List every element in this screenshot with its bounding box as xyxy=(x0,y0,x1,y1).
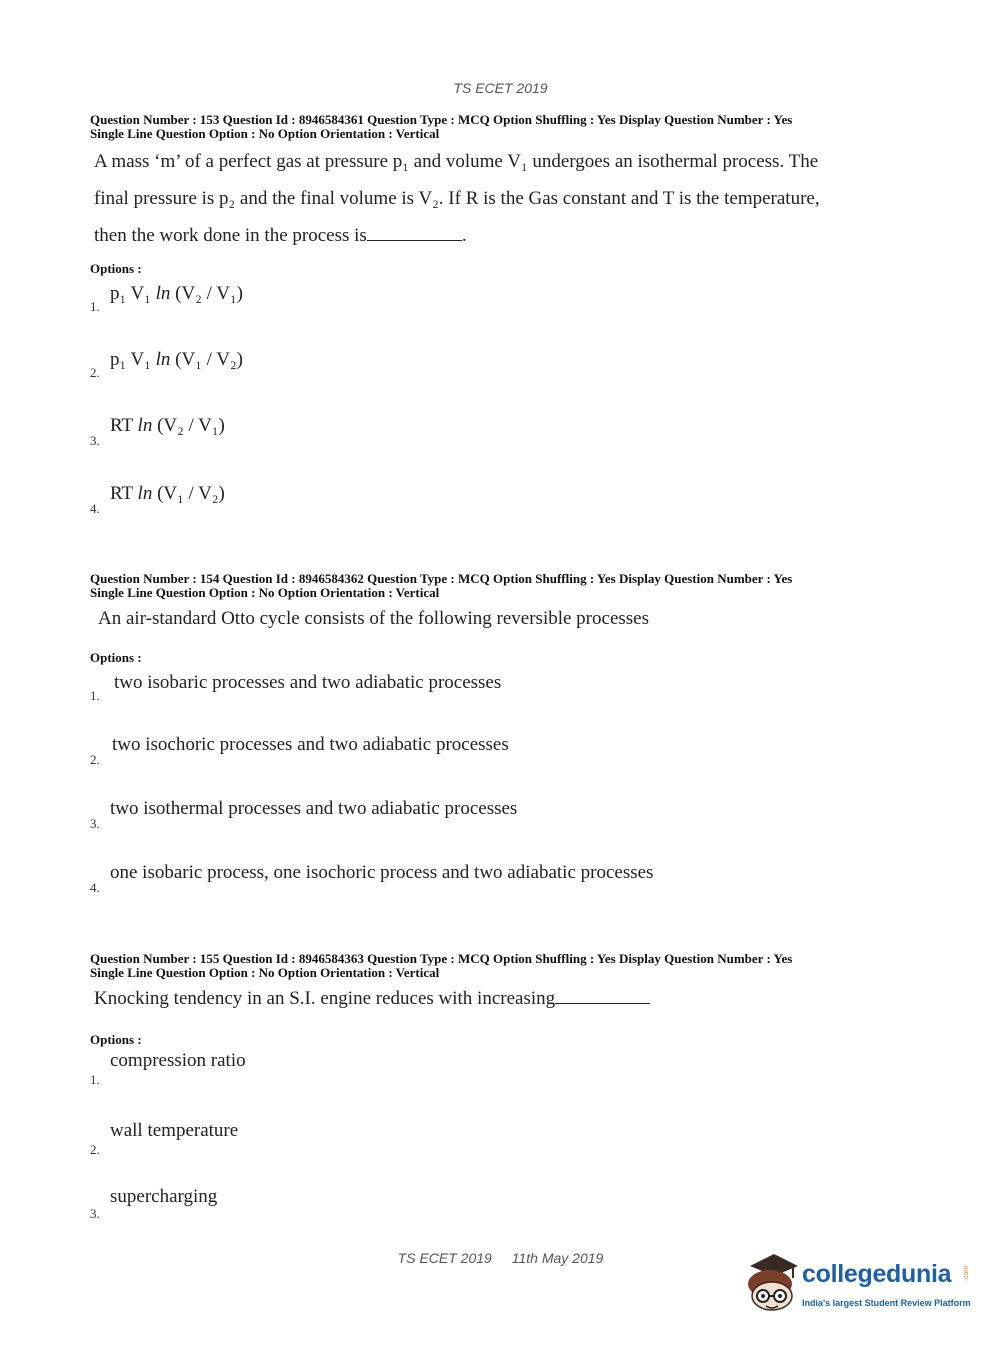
option-text: compression ratio xyxy=(110,1050,246,1071)
mascot-icon xyxy=(742,1252,802,1316)
question-text xyxy=(94,980,920,1017)
collegedunia-logo[interactable] xyxy=(742,1252,972,1316)
footer-exam: TS ECET 2019 xyxy=(397,1250,492,1266)
option-number: 1. xyxy=(90,299,100,314)
question-text xyxy=(98,600,920,637)
footer-date: 11th May 2019 xyxy=(511,1250,604,1266)
question-meta-line1: Question Number : 155 Question Id : 8946584363 Question Type : MCQ Option Shuffling : Yes Display Question Number : Yes xyxy=(90,951,793,966)
option-text: p₁ V₁ ln (V₁ / V₂) xyxy=(110,349,243,370)
option-text: RT ln (V₁ / V₂) xyxy=(110,483,225,504)
question-text-line3: then the work done in the process is . xyxy=(94,225,467,246)
option-2[interactable] xyxy=(90,349,890,389)
option-text: two isochoric processes and two adiabatic processes xyxy=(112,734,509,755)
option-text: RT ln (V₂ / V₁) xyxy=(110,415,225,436)
option-4[interactable] xyxy=(90,862,890,902)
option-text: one isobaric process, one isochoric process and two adiabatic processes xyxy=(110,862,654,883)
question-text-line2: final pressure is p₂ and the final volume is V₂. If R is the Gas constant and T is the temperature, xyxy=(94,188,820,209)
option-3[interactable] xyxy=(90,798,890,838)
answer-blank xyxy=(367,239,462,241)
option-number: 3. xyxy=(90,816,100,831)
logo-tagline: India's largest Student Review Platform xyxy=(802,1298,971,1308)
question-meta-line2: Single Line Question Option : No Option Orientation : Vertical xyxy=(90,126,440,141)
option-2[interactable] xyxy=(90,734,890,774)
question-text-line1: Knocking tendency in an S.I. engine reduces with increasing xyxy=(94,980,920,1017)
question-154 xyxy=(90,571,920,895)
option-text: wall temperature xyxy=(110,1120,239,1141)
logo-name: collegedunia xyxy=(802,1260,952,1288)
question-text-line1: A mass ‘m’ of a perfect gas at pressure p₁ and volume V₁ undergoes an isothermal process. The xyxy=(94,151,819,172)
options-label: Options : xyxy=(90,650,142,665)
question-meta-line1: Question Number : 153 Question Id : 8946584361 Question Type : MCQ Option Shuffling : Yes Display Question Number : Yes xyxy=(90,112,793,127)
question-text-line1: An air-standard Otto cycle consists of the following reversible processes xyxy=(98,608,649,629)
option-1[interactable] xyxy=(90,1050,890,1090)
question-153 xyxy=(90,112,920,516)
page-header: TS ECET 2019 xyxy=(453,80,548,96)
option-number: 4. xyxy=(90,880,100,895)
option-number: 2. xyxy=(90,365,100,380)
option-number: 3. xyxy=(90,433,100,448)
logo-com: .com xyxy=(963,1265,971,1282)
option-text: supercharging xyxy=(110,1186,218,1207)
question-text xyxy=(94,143,920,254)
option-number: 2. xyxy=(90,1142,100,1157)
option-1[interactable] xyxy=(90,672,890,712)
option-3[interactable] xyxy=(90,1186,890,1226)
option-number: 1. xyxy=(90,1072,100,1087)
options-label: Options : xyxy=(90,261,142,276)
option-4[interactable] xyxy=(90,483,890,523)
question-meta-line2: Single Line Question Option : No Option Orientation : Vertical xyxy=(90,965,440,980)
option-3[interactable] xyxy=(90,415,890,455)
option-2[interactable] xyxy=(90,1120,890,1160)
option-number: 4. xyxy=(90,501,100,516)
question-meta-line1: Question Number : 154 Question Id : 8946584362 Question Type : MCQ Option Shuffling : Yes Display Question Number : Yes xyxy=(90,571,793,586)
option-number: 2. xyxy=(90,752,100,767)
option-text: two isobaric processes and two adiabatic processes xyxy=(114,672,502,693)
option-number: 1. xyxy=(90,688,100,703)
option-1[interactable] xyxy=(90,283,890,323)
answer-blank xyxy=(555,1002,650,1004)
option-number: 3. xyxy=(90,1206,100,1221)
question-155 xyxy=(90,951,920,1221)
options-label: Options : xyxy=(90,1032,142,1047)
option-text: p₁ V₁ ln (V₂ / V₁) xyxy=(110,283,243,304)
question-meta-line2: Single Line Question Option : No Option Orientation : Vertical xyxy=(90,585,440,600)
option-text: two isothermal processes and two adiabatic processes xyxy=(110,798,518,819)
